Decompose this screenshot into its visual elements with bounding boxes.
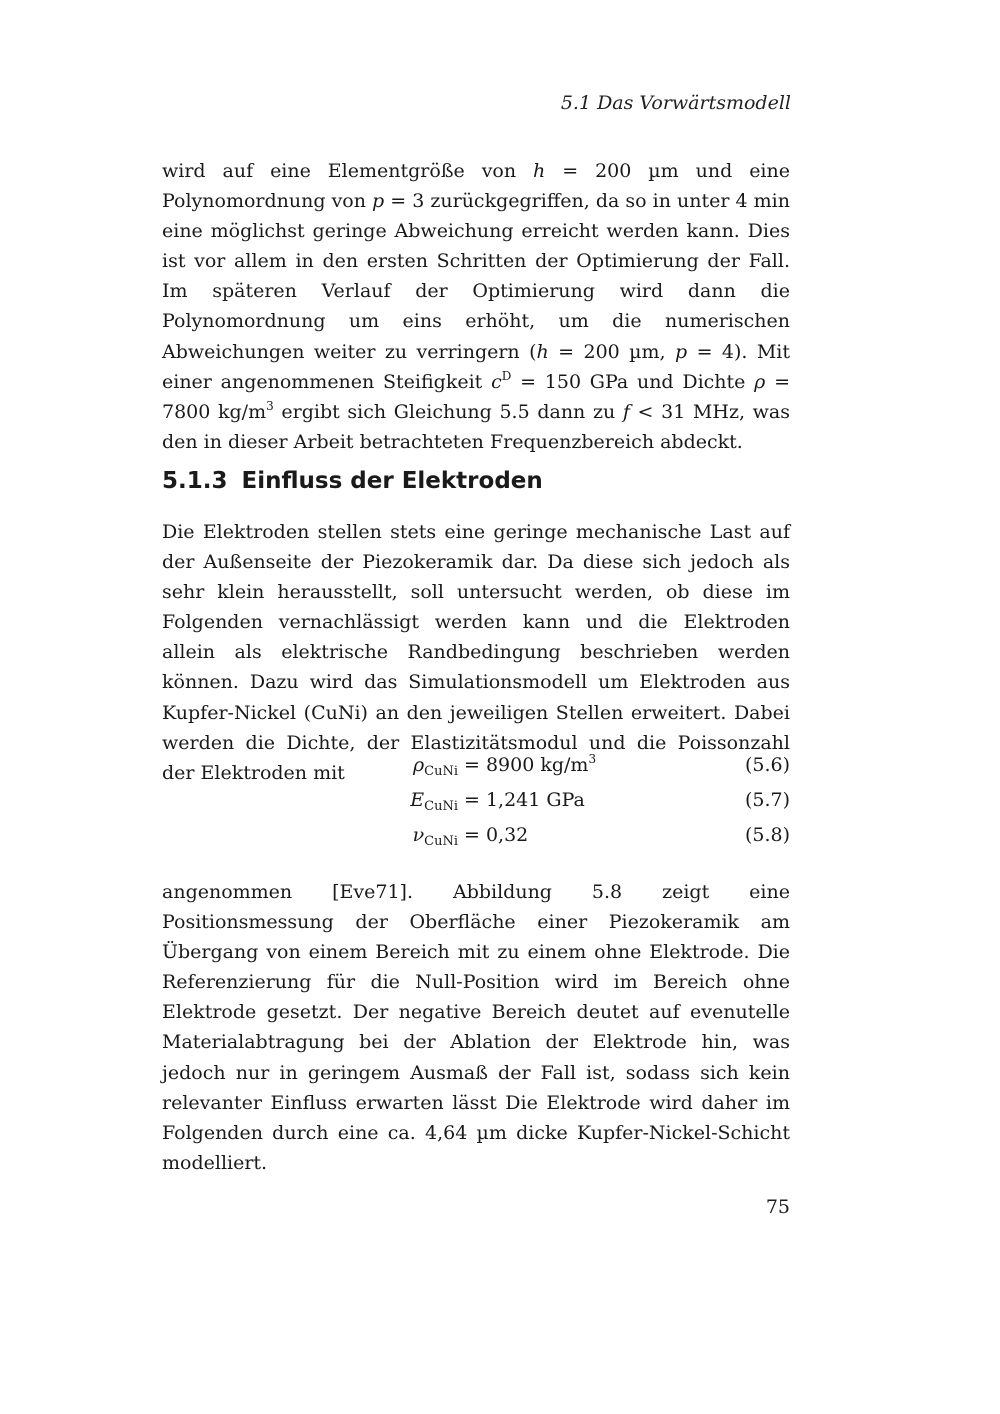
equation-rhs — [464, 824, 528, 846]
var-h: h — [536, 340, 549, 363]
equation-symbol: E — [410, 789, 425, 811]
equation-lhs — [413, 824, 458, 849]
section-number: 5.1.3 — [162, 468, 228, 494]
equation-rhs-text: = 1,241 GPa — [464, 789, 585, 811]
superscript-d: D — [501, 368, 512, 383]
var-rho: ρ — [754, 370, 766, 393]
var-f: f — [622, 400, 630, 423]
p1-text: = 3 zurückgegriffen, da so in unter 4 min eine möglichst geringe Abweichung erreicht werden kann. Dies ist vor allem in den ersten Schritten der Optimierung der Fall. Im späteren Verlauf der Optimierung wird dann die Polynomordnung um eins erhöht, um die numerischen Abweichungen weiter zu verringern ( — [162, 190, 790, 363]
paragraph-3 — [162, 877, 790, 1178]
p1-text: = 200 µm, — [548, 340, 675, 363]
equation-rhs — [464, 754, 596, 776]
section-heading — [162, 468, 543, 494]
equation-symbol: ν — [412, 824, 425, 846]
equation-5-6 — [162, 754, 790, 784]
equation-subscript: CuNi — [424, 799, 458, 814]
section-title: Einfluss der Elektroden — [241, 468, 543, 494]
page-number: 75 — [765, 1196, 790, 1218]
equation-rhs-text: = 8900 kg/m — [464, 754, 589, 776]
equation-subscript: CuNi — [424, 834, 458, 849]
equation-rhs-text: = 0,32 — [464, 824, 529, 846]
p1-text: < 31 MHz, was den in dieser Arbeit betrachteten Frequenzbereich abdeckt. — [162, 400, 790, 453]
p1-text: ergibt sich Gleichung 5.5 dann zu — [273, 400, 623, 423]
var-p: p — [372, 190, 385, 213]
equation-subscript: CuNi — [424, 764, 458, 779]
paragraph-2-text: Die Elektroden stellen stets eine geringe mechanische Last auf der Außenseite der Piezokeramik dar. Da diese sich jedoch als sehr klein herausstellt, soll untersucht werden, ob diese im Folgenden vernachlässigt werden kann und die Elektroden allein als elektrische Randbedingung beschrieben werden können. Dazu wird das Simulationsmodell um Elektroden aus Kupfer-Nickel (CuNi) an den jeweiligen Stellen erweitert. Dabei werden die Dichte, der Elastizitätsmodul und die Poissonzahl der Elektroden mit — [162, 521, 790, 784]
equation-symbol: ρ — [412, 754, 425, 776]
running-header: 5.1 Das Vorwärtsmodell — [560, 92, 791, 114]
equation-rhs-sup: 3 — [588, 752, 597, 766]
equation-lhs — [413, 754, 458, 779]
paragraph-3-text: angenommen [Eve71]. Abbildung 5.8 zeigt eine Positionsmessung der Oberfläche einer Piezokeramik am Übergang von einem Bereich mit zu einem ohne Elektrode. Die Referenzierung für die Null-Position wird im Bereich ohne Elektrode gesetzt. Der negative Bereich deutet auf evenutelle Materialabtragung bei der Ablation der Elektrode hin, was jedoch nur in geringem Ausmaß der Fall ist, sodass sich kein relevanter Einfluss erwarten lässt Die Elektrode wird daher im Folgenden durch eine ca. 4,64 µm dicke Kupfer-Nickel-Schicht modelliert. — [162, 881, 790, 1174]
superscript-3: 3 — [266, 398, 274, 413]
equation-number: (5.6) — [744, 754, 790, 776]
equation-5-8 — [162, 824, 790, 854]
paragraph-2 — [162, 517, 790, 788]
p1-text: = 7800 kg/m — [162, 370, 791, 423]
equation-lhs — [410, 789, 458, 814]
equation-5-7 — [162, 789, 790, 819]
p1-text: = 4). Mit einer angenommenen Steifigkeit — [162, 340, 791, 393]
var-h: h — [533, 160, 546, 182]
p1-text: wird auf eine Elementgröße von — [162, 160, 534, 182]
equation-rhs — [464, 789, 585, 811]
p1-text: = 150 GPa und Dichte — [511, 370, 755, 393]
equation-number: (5.8) — [744, 824, 790, 846]
paragraph-1 — [162, 156, 790, 457]
equation-number: (5.7) — [744, 789, 790, 811]
p1-text: = 200 µm und eine Polynomordnung von — [162, 160, 790, 213]
var-c: c — [491, 370, 502, 393]
var-p: p — [674, 340, 688, 363]
